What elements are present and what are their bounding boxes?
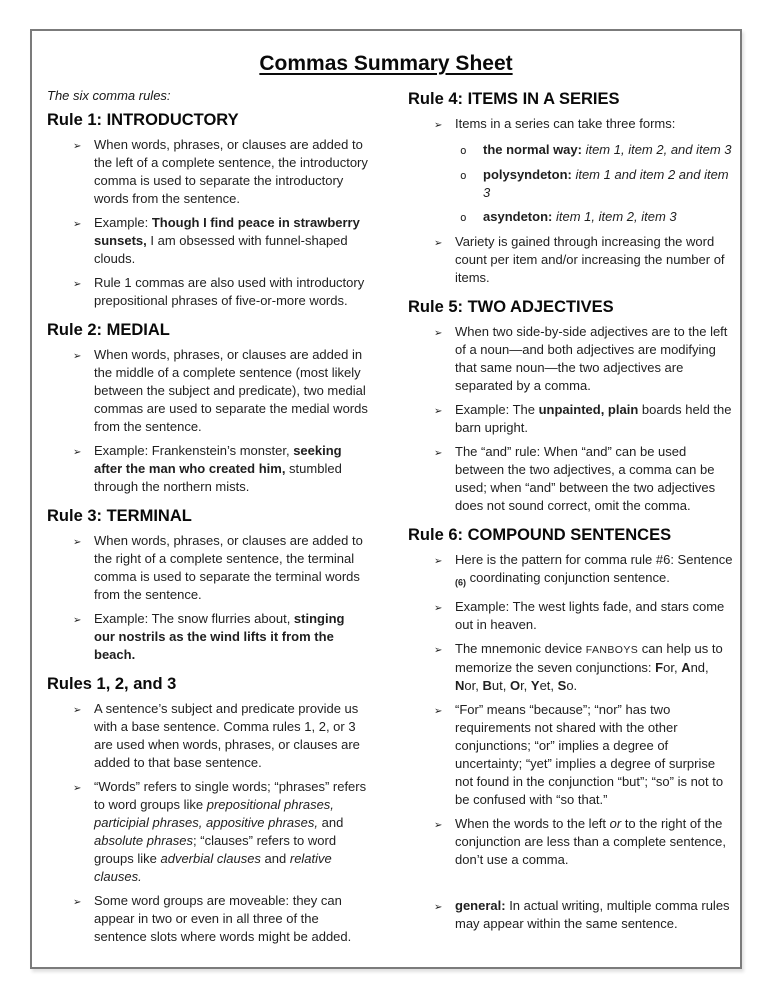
arrow-bullet-icon: ➢ (73, 705, 82, 716)
bullet-text (455, 401, 735, 437)
bullet-text (455, 815, 735, 869)
bullet-item (73, 346, 368, 436)
text-segment: “For” means “because”; “nor” has two requirements not shared with the other conjunctions; “or” implies a degree of uncertainty; “yet” implies a degree of surprise not found in the conjunction “but”; “so” is not to be confused with “so that.” (455, 701, 724, 807)
circle-bullet-icon: o (460, 144, 467, 157)
text-segment: and (318, 815, 344, 830)
bullet-item (434, 233, 735, 287)
arrow-bullet-icon: ➢ (434, 406, 443, 417)
bullet-item (434, 598, 735, 634)
text-segment: ; “clauses” refers to word groups like (94, 833, 337, 866)
text-segment: stinging our nostrils as the wind lifts it from the beach. (94, 611, 345, 662)
two-column-layout (32, 84, 740, 946)
text-segment: The mnemonic device (455, 640, 586, 656)
bullet-item (73, 700, 368, 772)
bullet-text (94, 892, 368, 946)
bullet-item (434, 815, 735, 869)
arrow-bullet-icon: ➢ (434, 644, 443, 656)
text-segment: et, (539, 677, 558, 693)
text-segment: Here is the pattern for comma rule #6: Sentence (455, 552, 733, 567)
text-segment: A (681, 659, 691, 675)
bullet-item (73, 610, 368, 664)
bullet-item (434, 701, 735, 809)
bullet-text (455, 551, 735, 592)
text-segment: O (509, 677, 521, 693)
rule-heading: Rule 4: ITEMS IN A SERIES (408, 90, 620, 108)
text-segment: unpainted, plain (538, 402, 639, 417)
text-segment: Some word groups are moveable: they can appear in two or even in all three of the sentence slots where words might be added. (94, 893, 352, 944)
text-segment: or, (663, 659, 682, 675)
arrow-bullet-icon: ➢ (73, 279, 82, 290)
text-segment: item 1, item 2, and item 3 (585, 142, 732, 157)
sub-bullet-item (460, 141, 735, 160)
text-segment: When two side-by-side adjectives are to the left of a noun—and both adjectives are modifying that same noun—the two adjectives are separated by a comma. (455, 324, 728, 393)
text-segment: When words, phrases, or clauses are added to the right of a complete sentence, the terminal comma is used to separate the terminal words from the sentence. (94, 533, 363, 602)
rule-heading: Rule 6: COMPOUND SENTENCES (408, 526, 672, 544)
circle-bullet-icon: o (460, 169, 467, 182)
bullet-item (73, 892, 368, 946)
bullet-text (94, 346, 368, 436)
text-segment: can help us to memorize the seven conjunctions: (455, 640, 723, 675)
arrow-bullet-icon: ➢ (73, 897, 82, 908)
text-segment: Example: Frankenstein’s monster, (94, 443, 294, 458)
arrow-bullet-icon: ➢ (73, 615, 82, 626)
bullet-text (483, 141, 735, 160)
arrow-bullet-icon: ➢ (434, 556, 443, 567)
arrow-bullet-icon: ➢ (434, 120, 443, 131)
text-segment: The “and” rule: When “and” can be used between the two adjectives, a comma can be used; when “and” between the two adjectives does not sound correct, omit the comma. (455, 444, 716, 513)
rule-heading: Rule 5: TWO ADJECTIVES (408, 298, 614, 316)
text-segment: When words, phrases, or clauses are added in the middle of a complete sentence (most likely between the subject and predicate), two medial commas are used to separate the medial words from the sentence. (94, 347, 368, 434)
text-segment: or, (464, 677, 483, 693)
bullet-item (434, 551, 735, 592)
column-right (386, 84, 740, 933)
bullet-item (73, 274, 368, 310)
text-segment: asyndeton: (483, 209, 556, 224)
rule-heading: Rule 2: MEDIAL (47, 321, 170, 339)
bullet-item (73, 778, 368, 886)
bullet-item (434, 443, 735, 515)
bullet-item (434, 640, 735, 695)
circle-bullet-icon: o (460, 211, 467, 224)
text-segment: stumbled through the northern mists. (94, 461, 342, 494)
text-segment: I am obsessed with funnel-shaped clouds. (94, 233, 348, 266)
right-sections (408, 90, 735, 933)
text-segment: F (655, 659, 664, 675)
bullet-text (455, 443, 735, 515)
rule-heading: Rule 1: INTRODUCTORY (47, 111, 239, 129)
bullet-item (434, 401, 735, 437)
text-segment: A sentence’s subject and predicate provide us with a base sentence. Comma rules 1, 2, or 3 are used when words, phrases, or clauses are added to that base sentence. (94, 701, 360, 770)
text-segment: FANBOYS (585, 643, 639, 656)
text-segment: relative clauses. (94, 851, 332, 884)
text-segment: (6) (455, 577, 466, 588)
column-left (32, 84, 386, 946)
text-segment: S (557, 677, 567, 693)
bullet-text (94, 214, 368, 268)
text-segment: polysyndeton: (483, 167, 576, 182)
bullet-text (455, 640, 735, 695)
arrow-bullet-icon: ➢ (73, 537, 82, 548)
text-segment: N (455, 677, 465, 693)
bullet-item (73, 442, 368, 496)
text-segment: and (260, 851, 290, 866)
text-segment: nd, (690, 659, 709, 675)
arrow-bullet-icon: ➢ (434, 448, 443, 459)
arrow-bullet-icon: ➢ (73, 783, 82, 794)
arrow-bullet-icon: ➢ (434, 602, 443, 614)
text-segment: “Words” refers to single words; “phrases” refers to word groups like (94, 779, 367, 812)
bullet-text (455, 701, 735, 809)
arrow-bullet-icon: ➢ (73, 351, 82, 362)
bullet-text (455, 323, 735, 395)
arrow-bullet-icon: ➢ (73, 219, 82, 230)
text-segment: B (482, 677, 492, 693)
bullet-item (73, 214, 368, 268)
bullet-item (434, 115, 735, 135)
text-segment: boards held the barn upright. (455, 402, 732, 435)
text-segment: coordinating conjunction sentence. (466, 570, 670, 585)
text-segment: In actual writing, multiple comma rules may appear within the same sentence. (455, 897, 730, 931)
bullet-text (455, 598, 735, 634)
text-segment: general: (455, 897, 506, 913)
text-segment: the normal way: (483, 142, 586, 157)
bullet-item (73, 532, 368, 604)
arrow-bullet-icon: ➢ (73, 447, 82, 458)
bullet-text (94, 442, 368, 496)
text-segment: item 1 and item 2 and item 3 (483, 167, 729, 200)
bullet-item (434, 323, 735, 395)
text-segment: o. (566, 677, 578, 693)
text-segment: Rule 1 commas are also used with introductory prepositional phrases of five-or-more words. (94, 275, 365, 308)
rule-heading: Rules 1, 2, and 3 (47, 675, 177, 693)
text-segment: to the right of the conjunction are less than a complete sentence, don’t use a comma. (455, 815, 727, 867)
intro-note: The six comma rules: (47, 88, 171, 103)
bullet-text (483, 166, 735, 202)
bullet-text (94, 532, 368, 604)
text-segment: ut, (491, 677, 510, 693)
arrow-bullet-icon: ➢ (434, 328, 443, 339)
document-page (30, 29, 742, 969)
bullet-text (455, 897, 735, 933)
sub-bullet-item (460, 166, 735, 202)
arrow-bullet-icon: ➢ (434, 901, 443, 913)
bullet-text (94, 778, 368, 886)
text-segment: Though I find peace in strawberry sunsets, (94, 215, 360, 248)
arrow-bullet-icon: ➢ (434, 705, 443, 717)
text-segment: r, (520, 677, 531, 693)
arrow-bullet-icon: ➢ (434, 238, 443, 249)
left-sections (47, 111, 368, 946)
bullet-text (455, 233, 735, 287)
bullet-text (483, 208, 735, 227)
bullet-text (94, 610, 368, 664)
bullet-item (73, 136, 368, 208)
text-segment: prepositional phrases, participial phrases, appositive phrases, (94, 797, 334, 830)
arrow-bullet-icon: ➢ (73, 141, 82, 152)
rule-heading: Rule 3: TERMINAL (47, 507, 192, 525)
text-segment: Variety is gained through increasing the word count per item and/or increasing the number of items. (455, 234, 725, 285)
text-segment: absolute phrases (94, 833, 194, 848)
page-title: Commas Summary Sheet (259, 52, 513, 75)
text-segment: Example: The west lights fade, and stars come out in heaven. (455, 598, 725, 632)
text-segment: Y (530, 677, 540, 693)
sub-bullet-item (460, 208, 735, 227)
bullet-item (434, 897, 735, 933)
text-segment: or (609, 815, 622, 831)
text-segment: adverbial clauses (160, 851, 261, 866)
text-segment: When words, phrases, or clauses are added to the left of a complete sentence, the introductory comma is used to separate the introductory words from the sentence. (94, 137, 368, 206)
text-segment: Example: The (455, 402, 539, 417)
text-segment: Example: (94, 215, 152, 230)
bullet-text (94, 136, 368, 208)
text-segment: seeking after the man who created him, (94, 443, 342, 476)
text-segment: item 1, item 2, item 3 (555, 209, 677, 224)
text-segment: Example: The snow flurries about, (94, 611, 294, 626)
bullet-text (455, 115, 735, 135)
arrow-bullet-icon: ➢ (434, 819, 443, 831)
text-segment: Items in a series can take three forms: (455, 116, 676, 131)
bullet-text (94, 700, 368, 772)
bullet-text (94, 274, 368, 310)
text-segment: When the words to the left (455, 815, 610, 831)
